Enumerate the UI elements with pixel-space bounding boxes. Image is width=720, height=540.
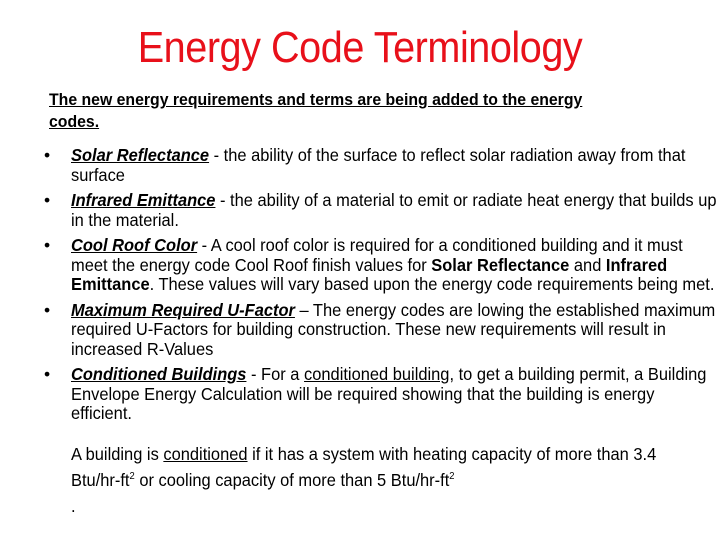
list-item-solar-reflectance xyxy=(44,146,704,185)
underlined-phrase: conditioned building xyxy=(304,364,450,384)
term-definition: , to get a building permit, a Building Envelope Energy Calculation will be required showing that the building is energy efficient. xyxy=(71,364,707,423)
list-item-conditioned-buildings xyxy=(44,364,707,424)
note-text: . xyxy=(71,496,76,516)
term-label: Infrared Emittance xyxy=(71,190,216,210)
note-text: if it has a system with heating capacity of more than 3.4 Btu/hr-ft xyxy=(71,444,657,490)
term-definition: - For a xyxy=(246,364,305,384)
term-label: Solar Reflectance xyxy=(71,145,210,165)
superscript: 2 xyxy=(449,471,455,482)
term-definition: – The energy codes are lowing the established maximum required U-Factors for building construction. These new requirements will result in increased R-Values xyxy=(71,299,716,359)
list-item-infrared-emittance xyxy=(44,190,717,230)
bullet-icon: • xyxy=(44,190,51,210)
bullet-icon: • xyxy=(44,299,51,320)
terminology-list xyxy=(44,145,717,430)
list-item-cool-roof-color xyxy=(44,235,715,295)
term-definition: - A cool roof color is required for a conditioned building and it must meet the energy code Cool Roof finish values for xyxy=(71,235,683,275)
bullet-icon: • xyxy=(44,235,51,255)
underlined-word: conditioned xyxy=(163,444,248,464)
slide-subtitle: The new energy requirements and terms are being added to the energy codes. xyxy=(49,90,583,131)
bullet-icon: • xyxy=(44,145,51,165)
superscript: 2 xyxy=(129,471,135,482)
term-label: Conditioned Buildings xyxy=(71,364,247,384)
note-text: or cooling capacity of more than 5 Btu/hr-ft xyxy=(134,470,450,490)
conditioned-note xyxy=(71,441,673,519)
term-definition: . These values will vary based upon the energy code requirements being met. xyxy=(149,274,715,294)
slide-title: Energy Code Terminology xyxy=(137,23,583,72)
note-text: A building is xyxy=(71,444,164,464)
term-definition: and xyxy=(569,254,606,275)
term-definition: - the ability of the surface to reflect solar radiation away from that surface xyxy=(71,145,686,185)
term-label: Cool Roof Color xyxy=(71,235,198,255)
bullet-icon: • xyxy=(44,364,51,384)
term-label: Maximum Required U-Factor xyxy=(71,299,295,320)
bold-term: Solar Reflectance xyxy=(431,254,570,275)
bold-term: Infrared Emittance xyxy=(71,254,668,294)
list-item-max-u-factor xyxy=(44,299,716,360)
term-definition: - the ability of a material to emit or radiate heat energy that builds up in the material. xyxy=(71,190,717,230)
